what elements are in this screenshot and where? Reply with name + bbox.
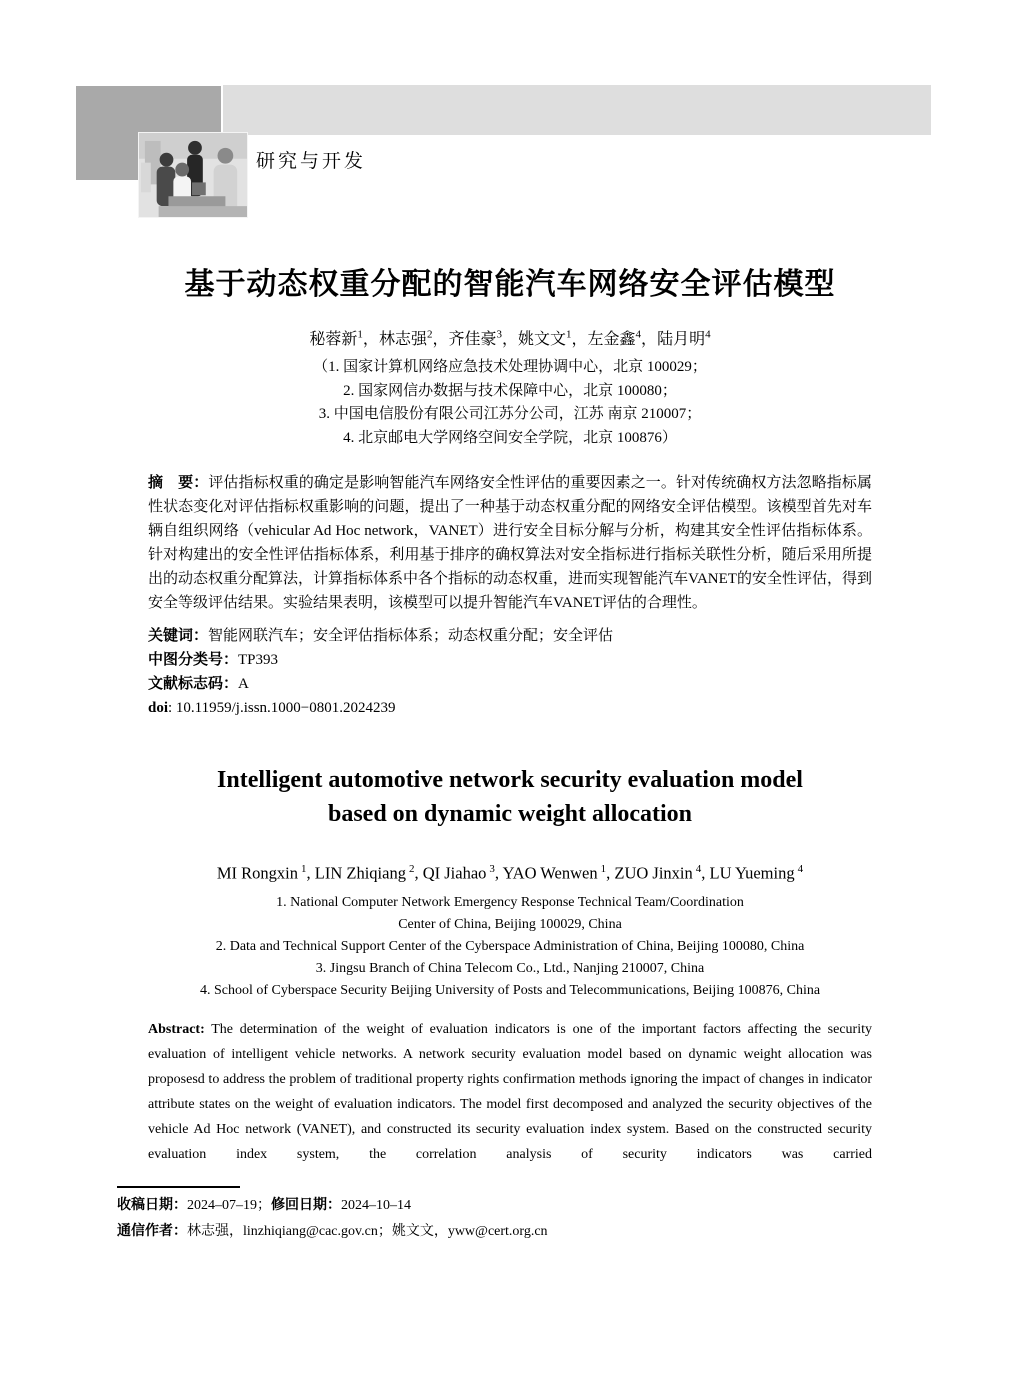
abstract-text: 评估指标权重的确定是影响智能汽车网络安全性评估的重要因素之一。针对传统确权方法忽略指标属性状态变化对评估指标权重影响的问题，提出了一种基于动态权重分配的网络安全评估模型。该模型首先对车辆自组织网络（vehicular Ad Hoc network，VANET）进行安全目标分解与分析，构建其安全性评估指标体系。针对构建出的安全性评估指标体系，利用基于排序的确权算法对安全指标进行指标关联性分析，随后采用所提出的动态权重分配算法，计算指标体系中各个指标的动态权重，进而实现智能汽车VANET的安全性评估，得到安全等级评估结果。实验结果表明，该模型可以提升智能汽车VANET评估的合理性。 xyxy=(148,475,872,611)
doi-value: : 10.11959/j.issn.1000−0801.2024239 xyxy=(168,700,396,716)
revised-label: 修回日期： xyxy=(271,1196,341,1212)
author-name: 齐佳豪 xyxy=(448,331,497,348)
english-affiliations xyxy=(0,892,1020,1002)
footnote-dates-line xyxy=(117,1192,887,1218)
doc-code-value: A xyxy=(238,676,249,692)
author-name: 姚文文 xyxy=(518,331,567,348)
author-name: MI Rongxin xyxy=(216,863,299,883)
author-separator: ， xyxy=(362,331,379,348)
affiliation-line: 2. Data and Technical Support Center of the Cyberspace Administration of China, Beijing 100080, China xyxy=(215,939,805,954)
office-scene-illustration xyxy=(139,133,247,217)
received-label: 收稿日期： xyxy=(117,1196,187,1212)
affiliation-line: 1. National Computer Network Emergency Response Technical Team/Coordination xyxy=(276,895,744,910)
author-separator: , xyxy=(306,863,315,883)
author-name: 林志强 xyxy=(378,331,427,348)
footnote xyxy=(117,1192,887,1244)
chinese-abstract xyxy=(148,471,872,615)
abstract-label: 摘 要： xyxy=(148,474,209,491)
author-name: YAO Wenwen xyxy=(502,863,598,883)
keywords-line xyxy=(148,624,872,648)
header-photo xyxy=(138,132,248,218)
received-value: 2024–07–19； xyxy=(187,1198,271,1213)
author-name: QI Jiahao xyxy=(422,863,487,883)
author-affiliation-sup: 3 xyxy=(496,328,502,341)
author-affiliation-sup: 1 xyxy=(301,863,307,875)
doc-code-line xyxy=(148,672,872,696)
author-name: 秘蓉新 xyxy=(309,331,358,348)
english-title-line2: based on dynamic weight allocation xyxy=(327,801,693,827)
author-separator: ， xyxy=(641,331,658,348)
author-separator: , xyxy=(414,863,423,883)
author-separator: ， xyxy=(432,331,449,348)
header-accent-bar xyxy=(223,85,931,135)
author-affiliation-sup: 3 xyxy=(489,863,495,875)
footnote-rule xyxy=(117,1186,240,1188)
doi-label: doi xyxy=(148,700,169,716)
chinese-author-line xyxy=(0,326,1020,349)
author-separator: ， xyxy=(571,331,588,348)
doc-code-label: 文献标志码： xyxy=(148,675,239,692)
author-separator: , xyxy=(606,863,615,883)
english-abstract-label: Abstract: xyxy=(148,1022,205,1037)
corresponding-value: 林志强，linzhiqiang@cac.gov.cn；姚文文，yww@cert.org.cn xyxy=(187,1224,548,1239)
author-affiliation-sup: 2 xyxy=(408,863,415,875)
keywords-text: 智能网联汽车；安全评估指标体系；动态权重分配；安全评估 xyxy=(208,628,614,644)
corresponding-label: 通信作者： xyxy=(117,1222,187,1238)
chinese-meta-block xyxy=(148,471,872,720)
author-separator: ， xyxy=(501,331,518,348)
chinese-affiliations xyxy=(0,356,1020,450)
author-name: LU Yueming xyxy=(709,863,795,883)
author-affiliation-sup: 1 xyxy=(566,328,572,341)
affiliation-line: Center of China, Beijing 100029, China xyxy=(398,917,622,932)
chinese-title: 基于动态权重分配的智能汽车网络安全评估模型 xyxy=(184,268,836,301)
affiliation-line: 2. 国家网信办数据与技术保障中心，北京 100080； xyxy=(343,382,677,399)
author-affiliation-sup: 1 xyxy=(357,328,363,341)
keywords-label: 关键词： xyxy=(148,627,209,644)
author-affiliation-sup: 4 xyxy=(635,328,642,341)
affiliation-line: 3. Jingsu Branch of China Telecom Co., Ltd., Nanjing 210007, China xyxy=(315,961,705,976)
affiliation-line: 4. School of Cyberspace Security Beijing University of Posts and Telecommunications, Beijing 100876, China xyxy=(199,983,821,998)
author-name: ZUO Jinxin xyxy=(614,863,693,883)
english-title xyxy=(0,763,1020,831)
author-affiliation-sup: 1 xyxy=(600,863,607,875)
english-abstract-text: The determination of the weight of evaluation indicators is one of the important factors affecting the security evaluation of intelligent vehicle networks. A network security evaluation model based on dynamic weight allocation was proposesd to address the problem of traditional property rights confirmation methods ignoring the impact of changes in indicator attribute states on the weight of evaluation indicators. The model first decomposed and analyzed the security objectives of the vehicle Ad Hoc network (VANET), and constructed its security evaluation index system. Based on the constructed security evaluation index system, the correlation analysis of security indicators was carried xyxy=(148,1022,872,1162)
affiliation-line: （1. 国家计算机网络应急技术处理协调中心，北京 100029； xyxy=(313,359,707,375)
revised-value: 2024–10–14 xyxy=(341,1198,411,1213)
affiliation-line: 3. 中国电信股份有限公司江苏分公司，江苏 南京 210007； xyxy=(318,406,702,422)
author-name: LIN Zhiqiang xyxy=(314,863,406,883)
clc-line xyxy=(148,648,872,672)
clc-label: 中图分类号： xyxy=(148,651,239,668)
english-author-line xyxy=(0,863,1020,884)
author-separator: , xyxy=(494,863,503,883)
english-abstract xyxy=(148,1017,872,1167)
affiliation-line: 4. 北京邮电大学网络空间安全学院，北京 100876） xyxy=(343,429,677,446)
clc-value: TP393 xyxy=(238,652,279,668)
author-affiliation-sup: 4 xyxy=(797,863,804,875)
author-name: 陆月明 xyxy=(657,331,706,348)
author-affiliation-sup: 4 xyxy=(705,328,711,341)
author-affiliation-sup: 2 xyxy=(426,328,433,341)
footnote-corresponding-line xyxy=(117,1218,887,1244)
author-separator: , xyxy=(701,863,710,883)
author-name: 左金鑫 xyxy=(587,331,636,348)
column-label: 研究与开发 xyxy=(256,151,367,172)
english-title-line1: Intelligent automotive network security evaluation model xyxy=(217,767,803,793)
author-affiliation-sup: 4 xyxy=(695,863,702,875)
doi-line xyxy=(148,696,872,720)
